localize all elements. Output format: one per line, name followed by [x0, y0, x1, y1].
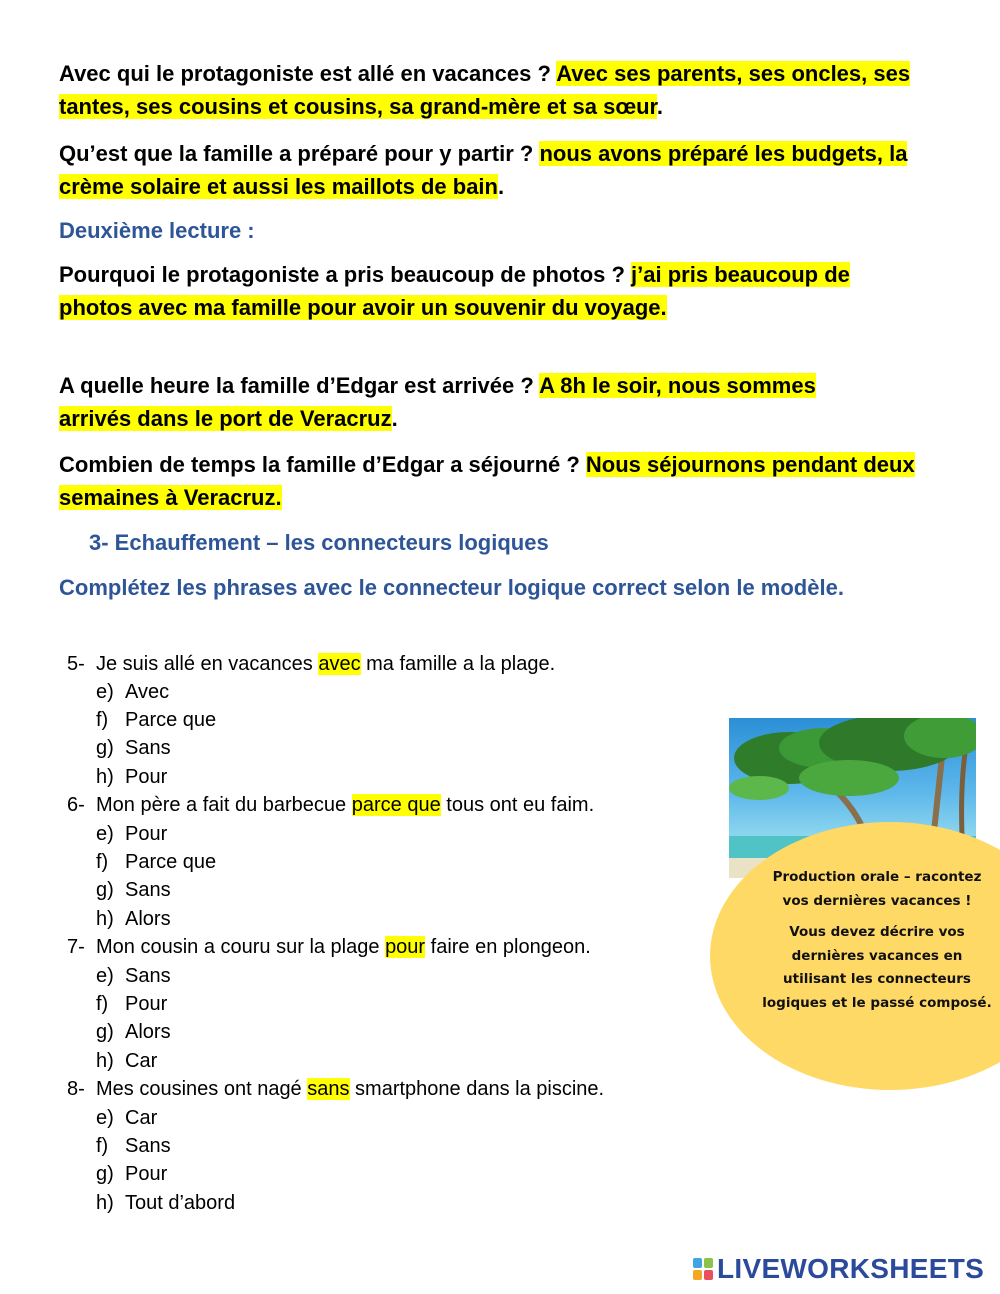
qa-3 [59, 258, 859, 324]
option-letter: e) [96, 681, 114, 703]
answer-text: j’ai pris beaucoup de photos avec ma famille pour avoir un souvenir du voyage. [59, 262, 850, 320]
instruction-heading: Complétez les phrases avec le connecteur logique correct selon le modèle. [59, 575, 844, 600]
exercise-number: 7- [67, 936, 85, 958]
exercise-sentence: Je suis allé en vacances avec ma famille a la plage. [96, 653, 556, 675]
exercise-number: 5- [67, 653, 85, 675]
option-text: Sans [125, 965, 171, 987]
option-text: Avec [125, 681, 170, 703]
option-text: Tout d’abord [125, 1192, 236, 1214]
liveworksheets-logo [693, 1254, 984, 1284]
speaking-task-text [758, 866, 996, 1023]
liveworksheets-icon [693, 1258, 713, 1280]
exercise-sentence: Mes cousines ont nagé sans smartphone dans la piscine. [96, 1078, 605, 1100]
option-letter: h) [96, 766, 114, 788]
option-text: Parce que [125, 851, 217, 873]
option-letter: h) [96, 1192, 114, 1214]
exercise-sentence: Mon père a fait du barbecue parce que tous ont eu faim. [96, 794, 595, 816]
speaking-task-body: Vous devez décrire vos dernières vacances en utilisant les connecteurs logiques et le passé composé. [762, 924, 992, 1011]
option-letter: g) [96, 737, 114, 759]
question-text: Qu’est que la famille a préparé pour y partir ? [59, 141, 540, 166]
option-letter: h) [96, 1050, 114, 1072]
option-text: Pour [125, 1163, 168, 1185]
option-text: Sans [125, 737, 171, 759]
option-letter: e) [96, 965, 114, 987]
answer-text: A 8h le soir, nous sommes arrivés dans le port de Veracruz [59, 373, 816, 431]
question-text: Pourquoi le protagoniste a pris beaucoup de photos ? [59, 262, 632, 287]
answer-highlight: pour [385, 936, 426, 958]
answer-text: nous avons préparé les budgets, la crème solaire et aussi les maillots de bain [59, 141, 908, 199]
option-letter: f) [96, 851, 109, 873]
option-text: Alors [125, 1021, 171, 1043]
qa-1: Avec qui le protagoniste est allé en vacances ? Avec ses parents, ses oncles, ses tantes, ses cousins et cousins, sa grand-mère et sa sœur. [59, 61, 911, 119]
answer-highlight: avec [318, 653, 361, 675]
exercise-sentence: Mon cousin a couru sur la plage pour faire en plongeon. [96, 936, 591, 958]
option-text: Sans [125, 1135, 171, 1157]
answer-highlight: sans [307, 1078, 350, 1100]
option-letter: f) [96, 709, 109, 731]
option-letter: f) [96, 993, 109, 1015]
qa-2: Qu’est que la famille a préparé pour y partir ? nous avons préparé les budgets, la crème solaire et aussi les maillots de bain. [59, 141, 908, 199]
qa-4: A quelle heure la famille d’Edgar est arrivée ? A 8h le soir, nous sommes arrivés dans le port de Veracruz. [59, 373, 816, 431]
option-text: Alors [125, 908, 171, 930]
option-text: Pour [125, 766, 168, 788]
option-letter: g) [96, 879, 114, 901]
answer-text: Nous séjournons pendant deux semaines à Veracruz. [59, 452, 915, 510]
answer-text: Avec ses parents, ses oncles, ses tantes, ses cousins et cousins, sa grand-mère et sa sœur [59, 61, 911, 119]
option-text: Sans [125, 879, 171, 901]
answer-highlight: parce que [351, 794, 441, 816]
option-letter: e) [96, 823, 114, 845]
option-letter: g) [96, 1163, 114, 1185]
option-letter: e) [96, 1107, 114, 1129]
option-text: Parce que [125, 709, 217, 731]
question-text: A quelle heure la famille d’Edgar est arrivée ? [59, 373, 540, 398]
option-letter: h) [96, 908, 114, 930]
second-reading-heading: Deuxième lecture : [59, 218, 255, 243]
option-text: Car [125, 1107, 158, 1129]
qa-5 [59, 448, 939, 514]
option-text: Pour [125, 823, 168, 845]
option-text: Pour [125, 993, 168, 1015]
question-text: Combien de temps la famille d’Edgar a séjourné ? [59, 452, 586, 477]
speaking-task-title: Production orale – racontez vos dernières vacances ! [772, 869, 982, 909]
exercise-number: 6- [67, 794, 85, 816]
section-3-heading: 3- Echauffement – les connecteurs logiques [89, 530, 549, 555]
option-letter: f) [96, 1135, 109, 1157]
exercise-number: 8- [67, 1078, 85, 1100]
option-text: Car [125, 1050, 158, 1072]
option-letter: g) [96, 1021, 114, 1043]
liveworksheets-brand: LIVEWORKSHEETS [717, 1253, 985, 1284]
question-text: Avec qui le protagoniste est allé en vacances ? [59, 61, 557, 86]
